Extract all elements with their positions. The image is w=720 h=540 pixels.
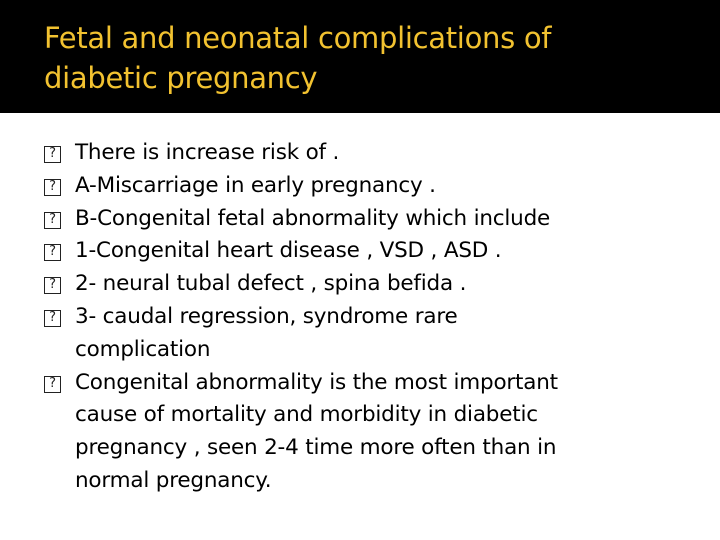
square-bullet-icon bbox=[44, 212, 61, 229]
bullet-text-line-3: pregnancy , seen 2-4 time more often than in bbox=[75, 435, 557, 461]
square-bullet-icon bbox=[44, 310, 61, 327]
bullet-text: 2- neural tubal defect , spina befida . bbox=[75, 271, 467, 297]
square-bullet-icon bbox=[44, 179, 61, 196]
bullet-item bbox=[44, 235, 704, 268]
bullet-text-line-1: 3- caudal regression, syndrome rare bbox=[75, 303, 458, 329]
bullet-text-line-1: Congenital abnormality is the most important bbox=[75, 369, 558, 395]
bullet-item bbox=[44, 301, 704, 367]
bullet-item bbox=[44, 170, 704, 203]
bullet-text-line-2: cause of mortality and morbidity in diabetic bbox=[75, 402, 538, 428]
slide-title bbox=[44, 18, 704, 98]
title-bar bbox=[0, 0, 720, 113]
bullet-text: B-Congenital fetal abnormality which include bbox=[75, 205, 551, 231]
bullet-text: There is increase risk of . bbox=[75, 140, 340, 165]
title-line-1: Fetal and neonatal complications of bbox=[44, 21, 552, 55]
bullet-item bbox=[44, 367, 704, 498]
bullet-item bbox=[44, 137, 704, 170]
bullet-item bbox=[44, 268, 704, 301]
bullet-text-line-4: normal pregnancy. bbox=[75, 467, 272, 493]
square-bullet-icon bbox=[44, 146, 61, 163]
bullet-text: 1-Congenital heart disease , VSD , ASD . bbox=[75, 238, 502, 264]
title-line-2: diabetic pregnancy bbox=[44, 61, 318, 95]
bullet-item bbox=[44, 203, 704, 236]
bullet-list bbox=[44, 137, 704, 498]
square-bullet-icon bbox=[44, 277, 61, 294]
bullet-text-line-2: complication bbox=[75, 336, 211, 362]
square-bullet-icon bbox=[44, 376, 61, 393]
bullet-text: A-Miscarriage in early pregnancy . bbox=[75, 172, 436, 198]
square-bullet-icon bbox=[44, 244, 61, 261]
